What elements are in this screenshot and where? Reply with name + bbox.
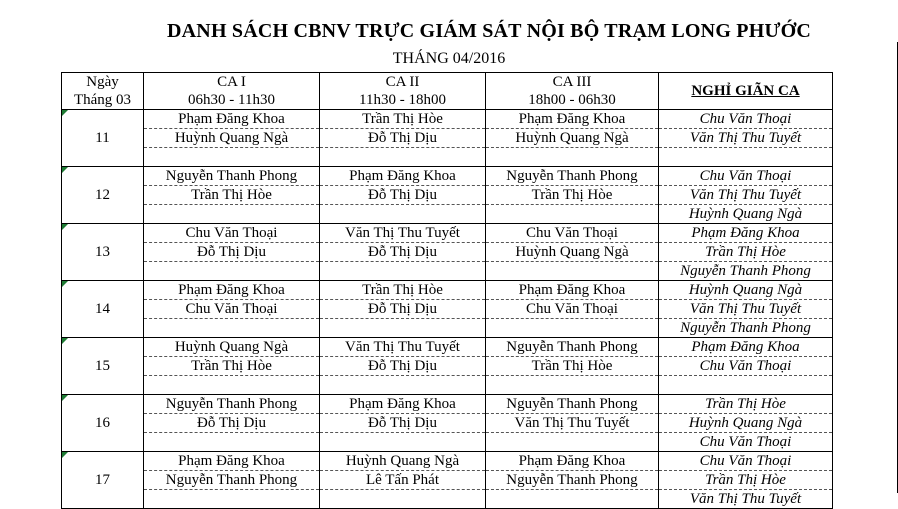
day-cell: 14 — [62, 281, 144, 338]
table-row — [62, 262, 833, 281]
schedule-body — [62, 110, 833, 509]
ca3-name-cell: Phạm Đăng Khoa — [486, 452, 659, 471]
rest-name-cell: Chu Văn Thoại — [659, 433, 833, 452]
ca2-name-cell — [320, 319, 486, 338]
table-row — [62, 376, 833, 395]
table-row — [62, 224, 833, 243]
ca1-name-cell: Đỗ Thị Dịu — [144, 243, 320, 262]
ca2-name-cell: Trần Thị Hòe — [320, 281, 486, 300]
day-cell: 11 — [62, 110, 144, 167]
ca2-name-cell: Lê Tấn Phát — [320, 471, 486, 490]
rest-name-cell: Trần Thị Hòe — [659, 395, 833, 414]
ca2-name-cell: Đỗ Thị Dịu — [320, 300, 486, 319]
ca1-name-cell — [144, 433, 320, 452]
ca3-name-cell — [486, 376, 659, 395]
ca3-name-cell — [486, 148, 659, 167]
ca1-name-cell — [144, 376, 320, 395]
ca2-name-cell: Đỗ Thị Dịu — [320, 186, 486, 205]
ca2-name-cell: Phạm Đăng Khoa — [320, 395, 486, 414]
ca3-name-cell — [486, 205, 659, 224]
rest-name-cell: Văn Thị Thu Tuyết — [659, 129, 833, 148]
ca1-name-cell: Huỳnh Quang Ngà — [144, 338, 320, 357]
rest-name-cell: Chu Văn Thoại — [659, 167, 833, 186]
ca1-name-cell: Trần Thị Hòe — [144, 186, 320, 205]
ca1-name-cell: Nguyễn Thanh Phong — [144, 471, 320, 490]
ca3-name-cell: Trần Thị Hòe — [486, 186, 659, 205]
table-row — [62, 205, 833, 224]
ca2-name-cell: Đỗ Thị Dịu — [320, 414, 486, 433]
ca2-name-cell: Phạm Đăng Khoa — [320, 167, 486, 186]
ca1-name-cell: Chu Văn Thoại — [144, 300, 320, 319]
ca3-name-cell: Huỳnh Quang Ngà — [486, 129, 659, 148]
ca2-name-cell: Trần Thị Hòe — [320, 110, 486, 129]
rest-name-cell — [659, 376, 833, 395]
ca2-name-cell — [320, 376, 486, 395]
ca1-name-cell: Nguyễn Thanh Phong — [144, 167, 320, 186]
table-row — [62, 129, 833, 148]
ca3-name-cell: Chu Văn Thoại — [486, 224, 659, 243]
table-row — [62, 167, 833, 186]
day-cell: 17 — [62, 452, 144, 509]
header-day-month: Tháng 03 — [62, 91, 144, 110]
rest-name-cell: Trần Thị Hòe — [659, 471, 833, 490]
rest-name-cell: Văn Thị Thu Tuyết — [659, 300, 833, 319]
rest-name-cell — [659, 148, 833, 167]
table-row — [62, 243, 833, 262]
schedule-table — [61, 72, 833, 509]
ca1-name-cell — [144, 319, 320, 338]
header-rest-label: NGHỈ GIÃN CA — [691, 82, 800, 99]
ca2-name-cell — [320, 490, 486, 509]
ca3-name-cell: Phạm Đăng Khoa — [486, 110, 659, 129]
ca3-name-cell: Nguyễn Thanh Phong — [486, 338, 659, 357]
ca3-name-cell — [486, 319, 659, 338]
ca1-name-cell — [144, 205, 320, 224]
ca2-name-cell — [320, 148, 486, 167]
ca1-name-cell: Phạm Đăng Khoa — [144, 452, 320, 471]
table-row — [62, 338, 833, 357]
rest-name-cell: Huỳnh Quang Ngà — [659, 414, 833, 433]
table-row — [62, 148, 833, 167]
ca1-name-cell — [144, 490, 320, 509]
rest-name-cell: Chu Văn Thoại — [659, 110, 833, 129]
rest-name-cell: Huỳnh Quang Ngà — [659, 281, 833, 300]
header-ca2: CA II — [320, 73, 486, 92]
table-row — [62, 395, 833, 414]
ca2-name-cell — [320, 433, 486, 452]
ca3-name-cell — [486, 262, 659, 281]
table-row — [62, 471, 833, 490]
ca2-name-cell: Huỳnh Quang Ngà — [320, 452, 486, 471]
ca2-name-cell: Văn Thị Thu Tuyết — [320, 224, 486, 243]
ca1-name-cell: Đỗ Thị Dịu — [144, 414, 320, 433]
ca3-name-cell — [486, 433, 659, 452]
table-row — [62, 319, 833, 338]
rest-name-cell: Huỳnh Quang Ngà — [659, 205, 833, 224]
table-row — [62, 490, 833, 509]
header-rest — [659, 73, 833, 110]
ca2-name-cell: Đỗ Thị Dịu — [320, 357, 486, 376]
ca1-name-cell: Huỳnh Quang Ngà — [144, 129, 320, 148]
ca1-name-cell — [144, 148, 320, 167]
table-row — [62, 357, 833, 376]
ca2-name-cell — [320, 205, 486, 224]
day-cell: 12 — [62, 167, 144, 224]
ca1-name-cell: Trần Thị Hòe — [144, 357, 320, 376]
ca1-name-cell: Phạm Đăng Khoa — [144, 110, 320, 129]
ca3-name-cell: Nguyễn Thanh Phong — [486, 167, 659, 186]
ca3-name-cell: Phạm Đăng Khoa — [486, 281, 659, 300]
header-ca1: CA I — [144, 73, 320, 92]
ca3-name-cell — [486, 490, 659, 509]
day-cell: 13 — [62, 224, 144, 281]
ca3-name-cell: Nguyễn Thanh Phong — [486, 471, 659, 490]
rest-name-cell: Văn Thị Thu Tuyết — [659, 490, 833, 509]
document-subtitle: THÁNG 04/2016 — [392, 50, 506, 67]
rest-name-cell: Phạm Đăng Khoa — [659, 224, 833, 243]
rest-name-cell: Nguyễn Thanh Phong — [659, 319, 833, 338]
ca1-name-cell: Nguyễn Thanh Phong — [144, 395, 320, 414]
table-row — [62, 281, 833, 300]
ca2-name-cell — [320, 262, 486, 281]
ca3-name-cell: Văn Thị Thu Tuyết — [486, 414, 659, 433]
header-ca3: CA III — [486, 73, 659, 92]
table-row — [62, 300, 833, 319]
table-row — [62, 414, 833, 433]
ca1-name-cell — [144, 262, 320, 281]
rest-name-cell: Nguyễn Thanh Phong — [659, 262, 833, 281]
ca3-name-cell: Huỳnh Quang Ngà — [486, 243, 659, 262]
ca2-name-cell: Văn Thị Thu Tuyết — [320, 338, 486, 357]
header-day-label: Ngày — [62, 73, 144, 92]
header-ca2-time: 11h30 - 18h00 — [320, 91, 486, 110]
ca1-name-cell: Phạm Đăng Khoa — [144, 281, 320, 300]
rest-name-cell: Trần Thị Hòe — [659, 243, 833, 262]
document-title: DANH SÁCH CBNV TRỰC GIÁM SÁT NỘI BỘ TRẠM LONG PHƯỚC — [167, 20, 811, 42]
rest-name-cell: Chu Văn Thoại — [659, 357, 833, 376]
ca3-name-cell: Chu Văn Thoại — [486, 300, 659, 319]
rest-name-cell: Chu Văn Thoại — [659, 452, 833, 471]
rest-name-cell: Phạm Đăng Khoa — [659, 338, 833, 357]
table-row — [62, 452, 833, 471]
day-cell: 15 — [62, 338, 144, 395]
table-row — [62, 433, 833, 452]
header-ca1-time: 06h30 - 11h30 — [144, 91, 320, 110]
ca2-name-cell: Đỗ Thị Dịu — [320, 243, 486, 262]
ca3-name-cell: Trần Thị Hòe — [486, 357, 659, 376]
day-cell: 16 — [62, 395, 144, 452]
ca2-name-cell: Đỗ Thị Dịu — [320, 129, 486, 148]
table-row — [62, 110, 833, 129]
ca3-name-cell: Nguyễn Thanh Phong — [486, 395, 659, 414]
table-row — [62, 186, 833, 205]
rest-name-cell: Văn Thị Thu Tuyết — [659, 186, 833, 205]
ca1-name-cell: Chu Văn Thoại — [144, 224, 320, 243]
header-ca3-time: 18h00 - 06h30 — [486, 91, 659, 110]
